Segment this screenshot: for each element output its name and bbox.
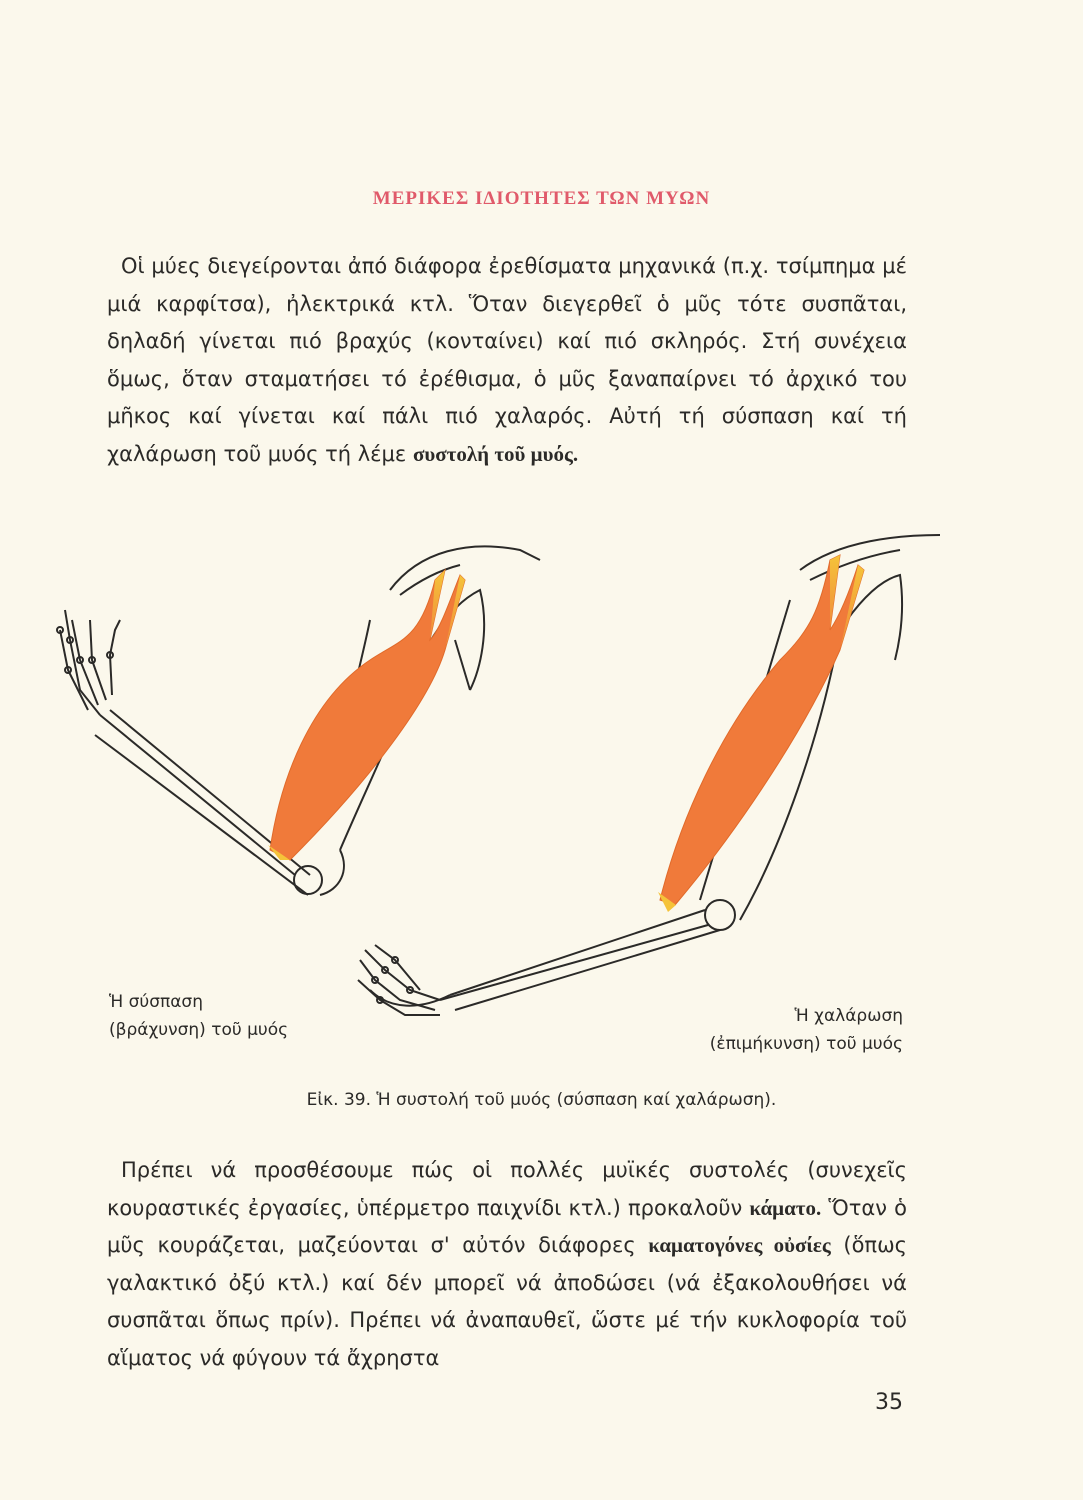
section-title: ΜΕΡΙΚΕΣ ΙΔΙΟΤΗΤΕΣ ΤΩΝ ΜΥΩΝ [372, 188, 711, 209]
term-fatigue-substances: καματογόνες οὐσίες [648, 1233, 831, 1257]
arm-illustration [40, 520, 1040, 1040]
paragraph-text-2: Ὅταν ὁ μῦς κουράζεται, μαζεύονται σ' αὐτόν διάφορες [107, 1195, 907, 1257]
figure-caption: Εἰκ. 39. Ἡ συστολή τοῦ μυός (σύσπαση καί χαλάρωση). [306, 1090, 777, 1110]
term-muscle-contraction: συστολή τοῦ μυός. [412, 441, 579, 466]
label-relaxation-line2: (ἐπιμήκυνση) τοῦ μυός [709, 1034, 903, 1054]
paragraph-muscle-stimulation [107, 248, 907, 473]
paragraph-text-1: Πρέπει νά προσθέσουμε πώς οἱ πολλές μυϊκές συστολές (συνεχεῖς κουραστικές ἐργασίες, ὑπέρμετρο παιχνίδι κτλ.) προκαλοῦν [107, 1158, 907, 1220]
page-number: 35 [875, 1390, 903, 1415]
figure-arm-muscle-contraction [40, 520, 1040, 1040]
contracted-biceps [270, 570, 465, 860]
label-relaxation [710, 1002, 903, 1058]
paragraph-text: Οἱ μύες διεγείρονται ἀπό διάφορα ἐρεθίσματα μηχανικά (π.χ. τσίμπημα μέ μιά καρφίτσα), ἠλεκτρικά κτλ. Ὅταν διεγερθεῖ ὁ μῦς τότε συσπᾶται, δηλαδή γίνεται πιό βραχύς (κονταίνει) καί πιό σκληρός. Στή συνέχεια ὅμως, ὅταν σταματήσει τό ἐρέθισμα, ὁ μῦς ξαναπαίρνει τό ἀρχικό του μῆκος καί γίνεται καί πάλι πιό χαλαρός. Αὐτή τή σύσπαση καί τή χαλάρωση τοῦ μυός τή λέμε [107, 254, 907, 466]
label-contraction-line1: Ἡ σύσπαση [109, 992, 203, 1012]
paragraph-text-3: (ὅπως γαλακτικό ὀξύ κτλ.) καί δέν μπορεῖ νά ἀποδώσει (νά ἐξακολουθήσει νά συσπᾶται ὅπως πρίν). Πρέπει νά ἀναπαυθεῖ, ὥστε μέ τήν κυκλοφορία τοῦ αἵματος νά φύγουν τά ἄχρηστα [107, 1233, 907, 1370]
label-contraction-line2: (βράχυνση) τοῦ μυός [109, 1020, 289, 1040]
term-fatigue: κάματο. [749, 1195, 822, 1220]
paragraph-fatigue [107, 1152, 907, 1377]
label-contraction [109, 988, 288, 1044]
label-relaxation-line1: Ἡ χαλάρωση [794, 1006, 903, 1026]
relaxed-biceps [660, 555, 864, 905]
